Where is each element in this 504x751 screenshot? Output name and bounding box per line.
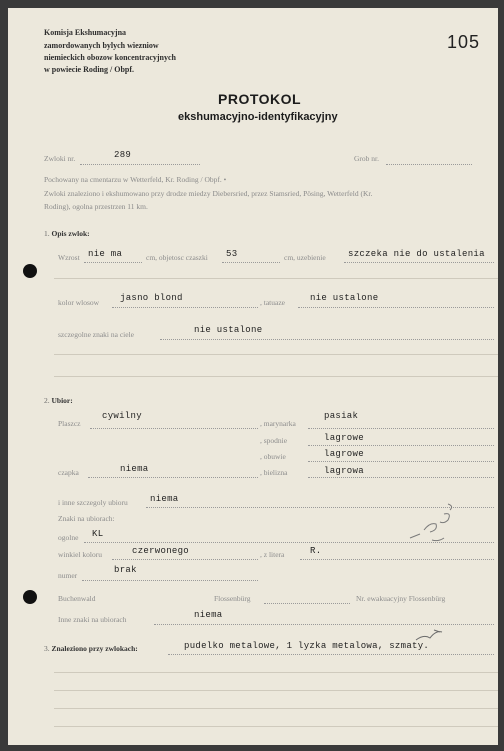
pencil-scribble [412,626,452,646]
inne-szczegoly-value: niema [150,494,179,504]
znaki-ubior-label: Znaki na ubiorach: [58,514,115,523]
litera-label: , z litera [260,550,285,559]
section-1-heading [44,229,90,238]
dotted-line [308,477,494,478]
blank-line [54,690,498,691]
intro-line-2: Zwloki znaleziono i ekshumowano przy drodze miedzy Diebersried, przez Stamsried, Pösing, Wetterfeld (Kr. [44,189,373,198]
section-2-number: 2. [44,396,50,405]
punch-hole [23,590,37,604]
dotted-line [160,339,494,340]
intro-line-3: Roding), ogolna przestrzen 11 km. [44,202,148,211]
kolor-label: kolor wlosow [58,298,100,307]
winkiel-label: winkiel koloru [58,550,102,559]
inne-szczegoly-label: i inne szczegoly ubioru [58,498,128,507]
tatuaze-label: , tatuaze [260,298,285,307]
section-1-title: Opis zwlok: [51,229,90,238]
zwloki-number: 289 [114,150,132,160]
ogolne-label: ogolne [58,533,79,542]
document-page [8,8,498,745]
ewakuacyjny-label: Nr. ewakuacyjny Flossenbürg [356,594,446,603]
blank-line [54,354,498,355]
inne-znaki-label: Inne znaki na ubiorach [58,615,127,624]
czapka-label: czapka [58,468,79,477]
header-line-1: Komisja Ekshumacyjna [44,28,127,37]
dotted-line [264,603,350,604]
znaki-label: szczegolne znaki na ciele [58,330,134,339]
blank-line [54,672,498,673]
czaszka-value: 53 [226,249,238,259]
dotted-line [90,428,258,429]
marynarka-value: pasiak [324,411,359,421]
kolor-value: jasno blond [120,293,183,303]
uzebienie-value: szczeka nie do ustalenia [348,249,485,259]
dotted-line [386,164,472,165]
spodnie-label: , spodnie [260,436,288,445]
plaszcz-value: cywilny [102,411,142,421]
dotted-line [300,559,494,560]
numer-value: brak [114,565,137,575]
dotted-line [168,654,494,655]
flossenburg-label: Flossenbürg [214,594,251,603]
intro-line-1: Pochowany na cmentarzu w Wetterfeld, Kr. Roding / Obpf. • [44,175,227,184]
dotted-line [308,461,494,462]
dotted-line [298,307,494,308]
document-title: PROTOKOL [218,91,302,107]
zwloki-label: Zwloki nr. [44,154,76,163]
plaszcz-label: Plaszcz [58,419,81,428]
blank-line [54,708,498,709]
numer-label: numer [58,571,78,580]
znaleziono-value: pudelko metalowe, 1 lyzka metalowa, szmaty. [184,641,430,651]
litera-value: R. [310,546,322,556]
dotted-line [88,477,258,478]
bielizna-value: lagrowa [324,466,364,476]
cm-czaszka-label: cm, objetosc czaszki [146,253,208,262]
header-line-4: w powiecie Roding / Obpf. [44,65,135,74]
dotted-line [84,262,142,263]
obuwie-value: lagrowe [324,449,364,459]
dotted-line [154,624,494,625]
pencil-scribble [404,500,464,550]
blank-line [54,278,498,279]
tatuaze-value: nie ustalone [310,293,379,303]
section-3-number: 3. [44,644,50,653]
header-line-3: niemieckich obozow koncentracyjnych [44,53,176,62]
ogolne-value: KL [92,529,104,539]
section-2-title: Ubior: [51,396,73,405]
bielizna-label: , bielizna [260,468,288,477]
punch-hole [23,264,37,278]
dotted-line [112,307,258,308]
wzrost-value: nie ma [88,249,123,259]
section-2-heading [44,396,73,405]
header-line-2: zamordowanych bylych wiezniow [44,41,159,50]
dotted-line [344,262,494,263]
document-subtitle: ekshumacyjno-identyfikacyjny [178,111,338,123]
czapka-value: niema [120,464,149,474]
dotted-line [308,428,494,429]
section-1-number: 1. [44,229,50,238]
dotted-line [82,580,258,581]
blank-line [54,726,498,727]
page-number: 105 [446,32,480,52]
blank-line [54,376,498,377]
wzrost-label: Wzrost [58,253,80,262]
section-3-title: Znaleziono przy zwlokach: [51,644,138,653]
znaki-value: nie ustalone [194,325,263,335]
grob-label: Grob nr. [354,154,379,163]
section-3-heading [44,644,138,653]
inne-znaki-value: niema [194,610,223,620]
dotted-line [80,164,200,165]
spodnie-value: lagrowe [324,433,364,443]
dotted-line [112,559,258,560]
winkiel-value: czerwonego [132,546,190,556]
marynarka-label: , marynarka [260,419,296,428]
dotted-line [308,445,494,446]
buchenwald-label: Buchenwald [58,594,96,603]
dotted-line [222,262,280,263]
cm-uzebienie-label: cm, uzebienie [284,253,326,262]
obuwie-label: , obuwie [260,452,286,461]
